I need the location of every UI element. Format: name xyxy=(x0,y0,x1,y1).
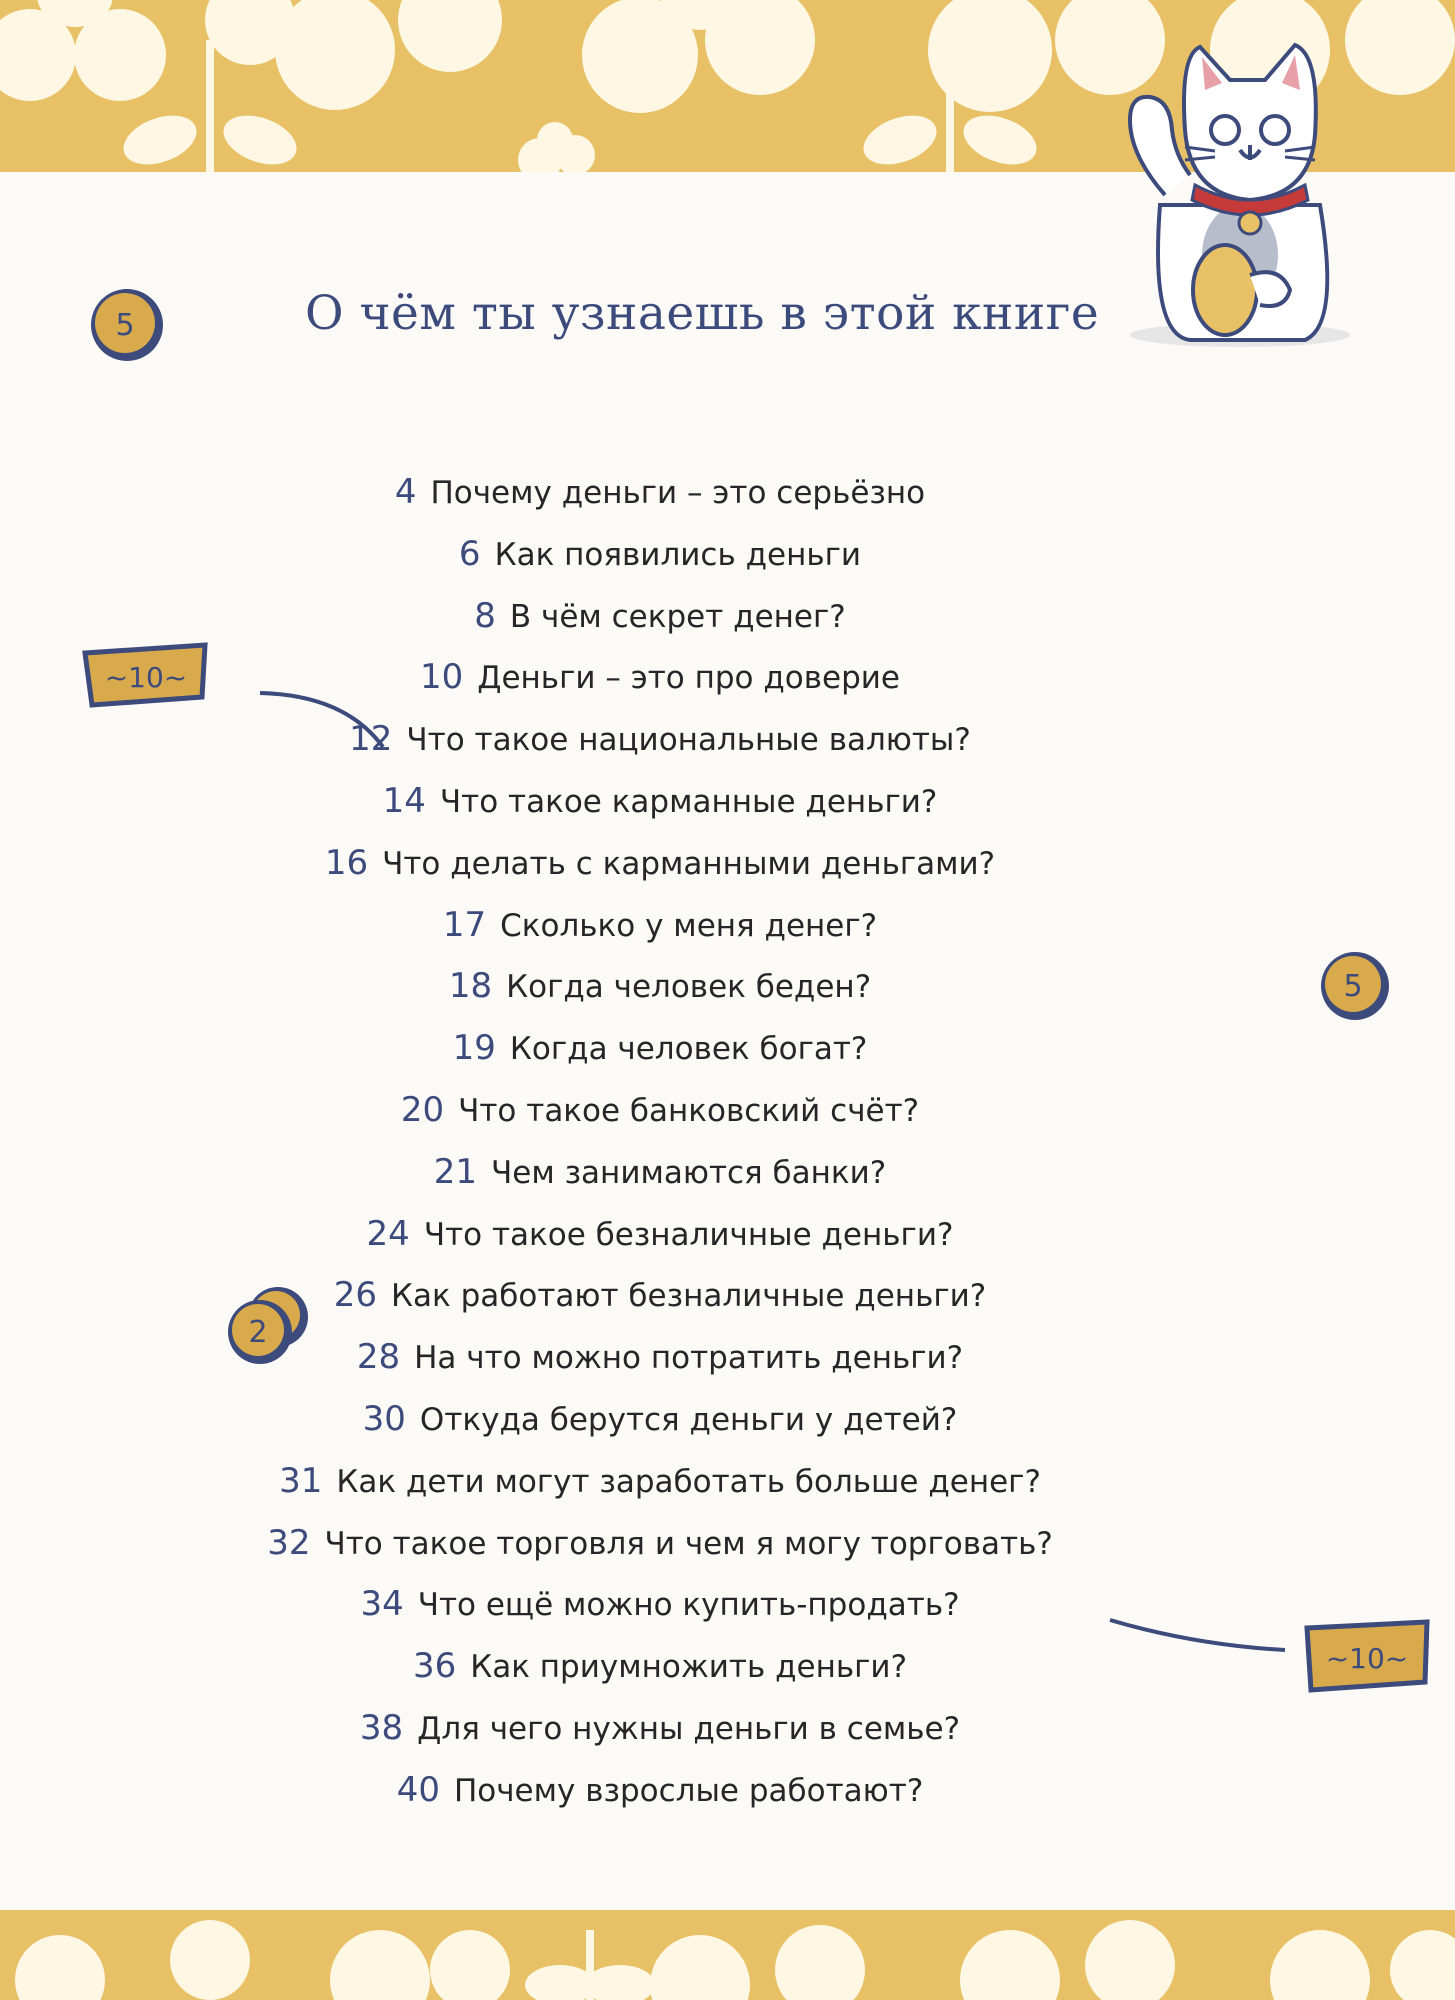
toc-title: Как дети могут заработать больше денег? xyxy=(336,1463,1041,1500)
toc-item[interactable] xyxy=(0,1698,1320,1760)
toc-title: Как появились деньги xyxy=(494,536,862,573)
toc-page-number: 14 xyxy=(382,780,426,821)
toc-item[interactable] xyxy=(0,586,1320,648)
toc-item[interactable] xyxy=(0,1204,1320,1266)
toc-title: Для чего нужны деньги в семье? xyxy=(417,1710,961,1747)
toc-title: Почему взрослые работают? xyxy=(453,1772,924,1809)
toc-item[interactable] xyxy=(0,1636,1320,1698)
toc-page-number: 16 xyxy=(324,842,369,883)
table-of-contents xyxy=(0,462,1320,1822)
toc-page-number: 21 xyxy=(433,1151,477,1192)
toc-item[interactable] xyxy=(0,462,1320,524)
toc-item[interactable] xyxy=(0,1142,1320,1204)
toc-title: На что можно потратить деньги? xyxy=(414,1340,964,1377)
toc-page-number: 31 xyxy=(279,1460,323,1501)
toc-title: Когда человек беден? xyxy=(506,969,872,1006)
toc-item[interactable] xyxy=(0,956,1320,1018)
toc-item[interactable] xyxy=(0,771,1320,833)
coin-top-label: 5 xyxy=(115,308,135,343)
toc-item[interactable] xyxy=(0,1574,1320,1636)
toc-page-number: 6 xyxy=(458,533,481,574)
toc-item[interactable] xyxy=(0,1451,1320,1513)
toc-item[interactable] xyxy=(0,524,1320,586)
toc-title: Что такое безналичные деньги? xyxy=(423,1216,954,1253)
toc-title: Что такое карманные деньги? xyxy=(439,783,938,820)
toc-item[interactable] xyxy=(0,1018,1320,1080)
toc-page-number: 12 xyxy=(349,719,393,760)
toc-page-number: 19 xyxy=(452,1028,496,1069)
coin-right-label: 5 xyxy=(1343,969,1363,1004)
toc-title: Когда человек богат? xyxy=(509,1031,868,1068)
toc-page-number: 34 xyxy=(360,1584,404,1625)
toc-page-number: 30 xyxy=(362,1398,406,1439)
toc-title: Что ещё можно купить-продать? xyxy=(417,1587,960,1624)
toc-page-number: 18 xyxy=(448,966,493,1007)
toc-page-number: 10 xyxy=(419,657,464,698)
toc-item[interactable] xyxy=(0,1080,1320,1142)
toc-title: Откуда берутся деньги у детей? xyxy=(419,1401,958,1438)
toc-title: Деньги – это про доверие xyxy=(477,660,901,697)
toc-title: Как приумножить деньги? xyxy=(470,1649,908,1686)
toc-page-number: 8 xyxy=(474,595,496,636)
toc-page-number: 38 xyxy=(359,1707,404,1748)
toc-title: Что делать с карманными деньгами? xyxy=(382,845,996,882)
toc-page-number: 40 xyxy=(396,1769,440,1810)
toc-item[interactable] xyxy=(0,1389,1320,1451)
toc-item[interactable] xyxy=(0,1760,1320,1822)
toc-title: Как работают безналичные деньги? xyxy=(391,1278,987,1315)
toc-page-number: 24 xyxy=(366,1213,410,1254)
lucky-cat-illustration xyxy=(1090,35,1360,355)
toc-item[interactable] xyxy=(0,1327,1320,1389)
toc-item[interactable] xyxy=(0,833,1320,895)
banknote-right-label: ~10~ xyxy=(1325,1642,1409,1675)
toc-page-number: 36 xyxy=(412,1646,457,1687)
toc-title: Сколько у меня денег? xyxy=(500,907,878,944)
toc-item[interactable] xyxy=(0,647,1320,709)
toc-item[interactable] xyxy=(0,1265,1320,1327)
toc-page-number: 26 xyxy=(333,1275,378,1316)
toc-item[interactable] xyxy=(0,895,1320,957)
coin-right-icon xyxy=(1315,948,1395,1023)
toc-page-number: 28 xyxy=(356,1337,401,1378)
page-title: О чём ты узнаешь в этой книге xyxy=(305,286,1100,341)
toc-title: В чём секрет денег? xyxy=(509,598,846,635)
banknote-left-label: ~10~ xyxy=(104,661,188,694)
flower-pattern-bottom xyxy=(0,1910,1455,2000)
toc-page-number: 20 xyxy=(400,1089,445,1130)
toc-page-number: 17 xyxy=(442,904,487,945)
toc-title: Что такое национальные валюты? xyxy=(406,722,971,759)
bottom-flower-band xyxy=(0,1910,1455,2000)
toc-page-number: 4 xyxy=(394,472,417,512)
toc-title: Почему деньги – это серьёзно xyxy=(430,475,926,511)
toc-title: Чем занимаются банки? xyxy=(491,1154,887,1191)
toc-item[interactable] xyxy=(0,1513,1320,1575)
toc-item[interactable] xyxy=(0,709,1320,771)
toc-title: Что такое банковский счёт? xyxy=(458,1092,920,1129)
toc-page-number: 32 xyxy=(267,1522,311,1563)
toc-title: Что такое торговля и чем я могу торговать? xyxy=(324,1525,1053,1562)
coin-top-left-icon xyxy=(85,285,170,365)
coin-stack-label: 2 xyxy=(248,1315,268,1350)
